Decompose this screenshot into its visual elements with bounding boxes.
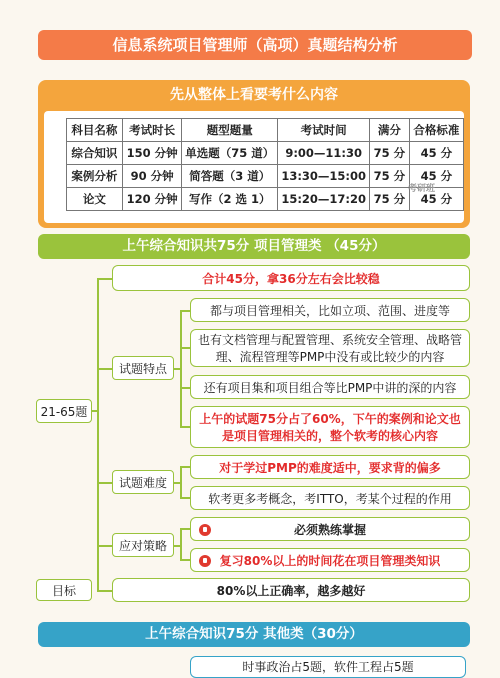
top-note: 合计45分，拿36分左右会比较稳: [112, 265, 470, 291]
page-title: 信息系统项目管理师（高项）真题结构分析: [38, 30, 472, 60]
table-row: [67, 142, 464, 165]
connector-line: [97, 482, 112, 484]
table-cell: 9:00—11:30: [278, 142, 370, 165]
table-header-cell: 考试时长: [122, 119, 181, 142]
table-cell: 75 分: [370, 188, 410, 211]
table-cell: 75 分: [370, 142, 410, 165]
range-label: 21-65题: [36, 399, 92, 423]
strategy-label: 应对策略: [112, 533, 174, 557]
overview-section: [38, 80, 470, 228]
pin-icon: [199, 553, 217, 567]
difficulty-item: 软考更多考概念，考ITTO，考某个过程的作用: [190, 486, 470, 510]
difficulty-item: 对于学过PMP的难度适中，要求背的偏多: [190, 455, 470, 479]
features-label: 试题特点: [112, 356, 174, 380]
table-header-cell: 考试时间: [278, 119, 370, 142]
table-header-cell: 合格标准: [409, 119, 463, 142]
connector-line: [180, 347, 190, 349]
connector-line: [97, 545, 112, 547]
connector-line: [180, 559, 190, 561]
connector-line: [97, 278, 112, 280]
strategy-item-text: 必须熟练掌握: [293, 522, 366, 537]
connector-line: [180, 497, 190, 499]
table-row: [67, 165, 464, 188]
table-cell: 45 分: [409, 142, 463, 165]
table-cell: 75 分: [370, 165, 410, 188]
table-cell: 论文: [67, 188, 123, 211]
connector-line: [180, 387, 190, 389]
section3-item: 时事政治占5题，软件工程占5题: [190, 656, 466, 678]
table-cell: 写作（2 选 1）: [182, 188, 278, 211]
watermark: 考研班: [408, 184, 436, 194]
table-cell: 简答题（3 道）: [182, 165, 278, 188]
table-cell: 案例分析: [67, 165, 123, 188]
connector-line: [180, 310, 190, 312]
table-header-cell: 科目名称: [67, 119, 123, 142]
connector-line: [97, 368, 112, 370]
section2-heading: 上午综合知识共75分 项目管理类 （45分）: [38, 234, 470, 259]
pin-icon: [199, 522, 217, 536]
table-cell: 120 分钟: [122, 188, 181, 211]
connector-line: [97, 590, 112, 592]
feature-item: 也有文档管理与配置管理、系统安全管理、战略管理、流程管理等PMP中没有或比较少的内容: [190, 329, 470, 367]
connector-line: [180, 466, 190, 468]
strategy-item-text: 复习80%以上的时间花在项目管理类知识: [219, 553, 441, 568]
strategy-item: [190, 548, 470, 572]
difficulty-label: 试题难度: [112, 470, 174, 494]
connector-line: [180, 426, 190, 428]
connector-line: [97, 278, 99, 590]
feature-item-highlight: 上午的试题75分占了60%，下午的案例和论文也是项目管理相关的，整个软考的核心内容: [190, 406, 470, 448]
overview-heading: 先从整体上看要考什么内容: [170, 87, 338, 103]
connector-line: [180, 528, 190, 530]
connector-line: [180, 528, 182, 560]
feature-item: 都与项目管理相关，比如立项、范围、进度等: [190, 298, 470, 322]
table-cell: 单选题（75 道）: [182, 142, 278, 165]
table-header-cell: 题型题量: [182, 119, 278, 142]
goal-text: 80%以上正确率，越多越好: [112, 578, 470, 602]
table-cell: 45 分: [409, 188, 463, 211]
table-cell: 45 分: [409, 165, 463, 188]
table-row: [67, 188, 464, 211]
table-cell: 150 分钟: [122, 142, 181, 165]
table-cell: 90 分钟: [122, 165, 181, 188]
exam-table-panel: [44, 111, 464, 223]
feature-item: 还有项目集和项目组合等比PMP中讲的深的内容: [190, 375, 470, 399]
exam-table: [66, 118, 464, 211]
table-cell: 15:20—17:20: [278, 188, 370, 211]
table-header-row: [67, 119, 464, 142]
strategy-item: [190, 517, 470, 541]
goal-label: 目标: [36, 579, 92, 601]
table-cell: 综合知识: [67, 142, 123, 165]
table-header-cell: 满分: [370, 119, 410, 142]
section3-heading: 上午综合知识75分 其他类（30分）: [38, 622, 470, 647]
table-cell: 13:30—15:00: [278, 165, 370, 188]
